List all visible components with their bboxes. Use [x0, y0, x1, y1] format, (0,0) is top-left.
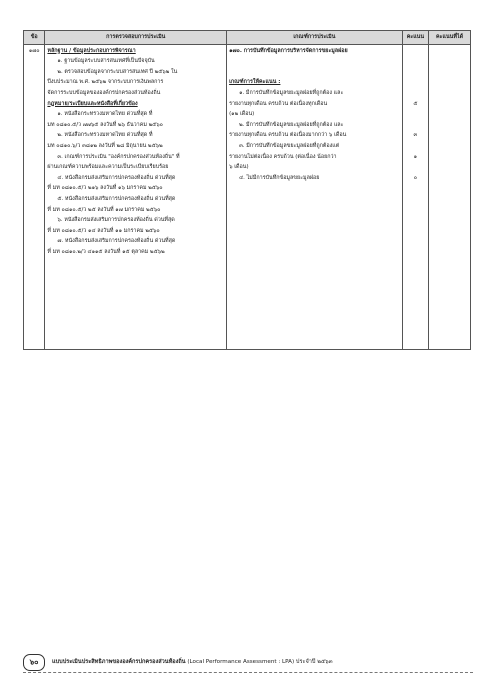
header-score-received: คะแนนที่ได้ — [429, 31, 471, 45]
page-footer — [23, 652, 473, 673]
evidence-heading: หลักฐาน / ข้อมูลประกอบการพิจารณา — [47, 47, 136, 54]
header-inspection: การตรวจสอบการประเมิน — [45, 31, 227, 45]
criterion-line: (๑๒ เดือน) — [229, 111, 255, 118]
criterion-line: รายงานไม่ต่อเนื่อง ครบถ้วน (ต่อเนื่อง น้อยกว่า — [229, 153, 337, 160]
criterion-line: รายงานทุกเดือน ครบถ้วน ต่อเนื่องทุกเดือน — [229, 100, 328, 107]
score-received-cell[interactable] — [429, 44, 471, 349]
page-number: ๖๐ — [23, 654, 45, 671]
inspection-line: ผ่านเกณฑ์ความพร้อมและความเป็นระเบียบเรียบร้อย — [47, 164, 169, 171]
header-criteria: เกณฑ์การประเมิน — [227, 31, 403, 45]
score-value: ๑ — [413, 153, 418, 160]
criterion-line: ๓. มีการบันทึกข้อมูลขยะมูลฝอยที่ถูกต้องแต่ — [239, 142, 340, 149]
inspection-line: ๑. หนังสือกระทรวงมหาดไทย ด่วนที่สุด ที่ — [57, 111, 153, 118]
score-value: ๓ — [413, 132, 418, 139]
inspection-line: ที่ มท ๐๘๑๐.๕/ว ๑๔ ลงวันที่ ๑๑ มกราคม ๒๕๖๐ — [47, 227, 160, 234]
inspection-line: ๒. หนังสือกระทรวงมหาดไทย ด่วนที่สุด ที่ — [57, 132, 153, 139]
laws-heading: กฎหมาย/ระเบียบและหนังสือที่เกี่ยวข้อง — [47, 100, 138, 107]
criteria-cell — [227, 44, 403, 349]
criterion-line: ๖ เดือน) — [229, 164, 249, 171]
inspection-line: ๕. หนังสือกรมส่งเสริมการปกครองท้องถิ่น ด่วนที่สุด — [57, 195, 176, 202]
inspection-line: จัดการระบบข้อมูลขององค์กรปกครองส่วนท้องถิ่น — [47, 89, 161, 96]
score-value: ๐ — [413, 174, 418, 181]
inspection-cell — [45, 44, 227, 349]
footer-title-bold: แบบประเมินประสิทธิภาพขององค์กรปกครองส่วนท้องถิ่น — [52, 659, 186, 665]
criterion-line: ๑. มีการบันทึกข้อมูลขยะมูลฝอยที่ถูกต้อง และ — [239, 89, 344, 96]
criterion-line: ๔. ไม่มีการบันทึกข้อมูลขยะมูลฝอย — [239, 174, 320, 181]
inspection-line: มท ๐๘๑๐.๖/ว ๓๘๑๒ ลงวันที่ ๒๘ มิถุนายน ๒๕๖๒ — [47, 142, 163, 149]
item-number: ๑๗๐ — [24, 44, 45, 349]
footer-title-rest: (Local Performance Assessment : LPA) ประจำปี ๒๕๖๓ — [185, 659, 333, 665]
inspection-line: ที่ มท ๐๘๑๐.๕/ว ๒๑๖ ลงวันที่ ๑๖ มกราคม ๒๕๖๐ — [47, 185, 163, 192]
inspection-line: ๗. หนังสือกรมส่งเสริมการปกครองท้องถิ่น ด่วนที่สุด — [57, 238, 176, 245]
header-score: คะแนน — [402, 31, 429, 45]
inspection-line: ๓. เกณฑ์การประเมิน "องค์กรปกครองส่วนท้องถิ่น" ที่ — [57, 153, 180, 160]
inspection-line: ๖. หนังสือกรมส่งเสริมการปกครองท้องถิ่น ด่วนที่สุด — [57, 217, 175, 224]
table-row — [24, 44, 471, 349]
criteria-heading: เกณฑ์การให้คะแนน : — [229, 79, 281, 86]
assessment-table — [23, 30, 471, 350]
inspection-line: ที่ มท ๐๘๑๐.๕/ว ๒๕ ลงวันที่ ๑๗ มกราคม ๒๕๖๐ — [47, 206, 161, 213]
score-cell — [402, 44, 429, 349]
table-header-row — [24, 31, 471, 45]
inspection-line: ปีงบประมาณ พ.ศ. ๒๕๖๒ จากระบบการเงินพลการ — [47, 79, 164, 86]
footer-title — [52, 658, 333, 666]
header-item-no: ข้อ — [24, 31, 45, 45]
criteria-title: ๑๗๐. การบันทึกข้อมูลการบริหารจัดการขยะมูลฝอย — [229, 47, 348, 54]
inspection-line: มท ๐๘๑๐.๕/ว ๗๗๖๕ ลงวันที่ ๒๖ ธันวาคม ๒๕๖๐ — [47, 121, 163, 128]
criterion-line: รายงานทุกเดือน ครบถ้วน ต่อเนื่องมากกว่า ๖ เดือน — [229, 132, 347, 139]
criterion-line: ๒. มีการบันทึกข้อมูลขยะมูลฝอยที่ถูกต้อง และ — [239, 121, 344, 128]
inspection-line: ๒. ตรวจสอบข้อมูลจากระบบสารสนเทศ ปี ๒๕๖๒ ใน — [57, 68, 178, 75]
score-value: ๕ — [413, 100, 418, 107]
inspection-line: ๑. ฐานข้อมูลระบบสารสนเทศที่เป็นปัจจุบัน — [57, 58, 155, 65]
inspection-line: ๔. หนังสือกรมส่งเสริมการปกครองท้องถิ่น ด่วนที่สุด — [57, 174, 176, 181]
inspection-line: ที่ มท ๐๘๑๐.๒/ว ๔๑๑๕ ลงวันที่ ๑๕ ตุลาคม ๒๕๖๒ — [47, 248, 165, 255]
